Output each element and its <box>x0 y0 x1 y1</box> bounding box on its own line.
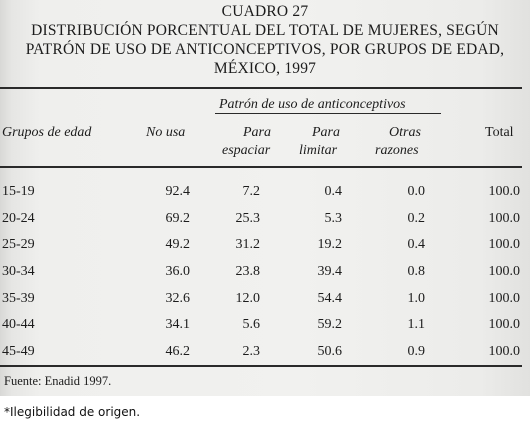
age-cell: 30-34 <box>2 264 35 279</box>
spacing-cell: 31.2 <box>235 237 260 252</box>
no-use-cell: 49.2 <box>165 237 190 252</box>
title-line-2: PATRÓN DE USO DE ANTICONCEPTIVOS, POR GRUPOS DE EDAD, <box>25 41 505 58</box>
total-cell: 100.0 <box>488 237 520 252</box>
title-line-3: MÉXICO, 1997 <box>213 60 317 77</box>
age-cell: 40-44 <box>2 317 35 332</box>
header-age-group: Grupos de edad <box>2 125 92 140</box>
limiting-cell: 39.4 <box>317 264 342 279</box>
age-cell: 35-39 <box>2 291 35 306</box>
limiting-cell: 5.3 <box>324 211 342 226</box>
limiting-cell: 0.4 <box>324 184 342 199</box>
total-cell: 100.0 <box>488 317 520 332</box>
other-cell: 0.9 <box>407 344 425 359</box>
spacing-cell: 5.6 <box>242 317 260 332</box>
title-line-1: DISTRIBUCIÓN PORCENTUAL DEL TOTAL DE MUJERES, SEGÚN <box>31 22 499 39</box>
other-cell: 1.1 <box>407 317 425 332</box>
source-note: Fuente: Enadid 1997. <box>4 374 112 388</box>
total-cell: 100.0 <box>488 264 520 279</box>
header-other-1: Otras <box>389 125 421 140</box>
limiting-cell: 54.4 <box>317 291 342 306</box>
limiting-cell: 59.2 <box>317 317 342 332</box>
total-cell: 100.0 <box>488 211 520 226</box>
header-no-use: No usa <box>146 125 186 140</box>
header-spacing-2: espaciar <box>222 143 271 158</box>
other-cell: 1.0 <box>407 291 425 306</box>
no-use-cell: 46.2 <box>165 344 190 359</box>
spacing-cell: 25.3 <box>235 211 260 226</box>
header-limiting-2: limitar <box>299 143 338 158</box>
spacing-cell: 2.3 <box>242 344 260 359</box>
limiting-cell: 50.6 <box>317 344 342 359</box>
age-cell: 20-24 <box>2 211 35 226</box>
age-cell: 45-49 <box>2 344 35 359</box>
age-cell: 15-19 <box>2 184 35 199</box>
header-limiting-1: Para <box>312 125 340 140</box>
age-cell: 25-29 <box>2 237 35 252</box>
spacing-cell: 23.8 <box>235 264 260 279</box>
top-rule <box>0 87 522 89</box>
header-spacing-1: Para <box>243 125 271 140</box>
no-use-cell: 34.1 <box>165 317 190 332</box>
total-cell: 100.0 <box>488 344 520 359</box>
spacing-cell: 7.2 <box>242 184 260 199</box>
no-use-cell: 92.4 <box>165 184 190 199</box>
footnote: *Ilegibilidad de origen. <box>4 405 141 419</box>
other-cell: 0.4 <box>407 237 425 252</box>
other-cell: 0.8 <box>407 264 425 279</box>
no-use-cell: 69.2 <box>165 211 190 226</box>
header-total: Total <box>485 125 514 140</box>
table-number: CUADRO 27 <box>221 3 309 20</box>
other-cell: 0.2 <box>407 211 425 226</box>
spacing-cell: 12.0 <box>235 291 260 306</box>
group-header-rule <box>215 113 441 114</box>
header-rule <box>0 166 522 168</box>
limiting-cell: 19.2 <box>317 237 342 252</box>
other-cell: 0.0 <box>407 184 425 199</box>
no-use-cell: 32.6 <box>165 291 190 306</box>
total-cell: 100.0 <box>488 184 520 199</box>
bottom-rule <box>0 365 522 367</box>
header-other-2: razones <box>375 143 419 158</box>
no-use-cell: 36.0 <box>165 264 190 279</box>
total-cell: 100.0 <box>488 291 520 306</box>
group-header: Patrón de uso de anticonceptivos <box>219 97 406 112</box>
